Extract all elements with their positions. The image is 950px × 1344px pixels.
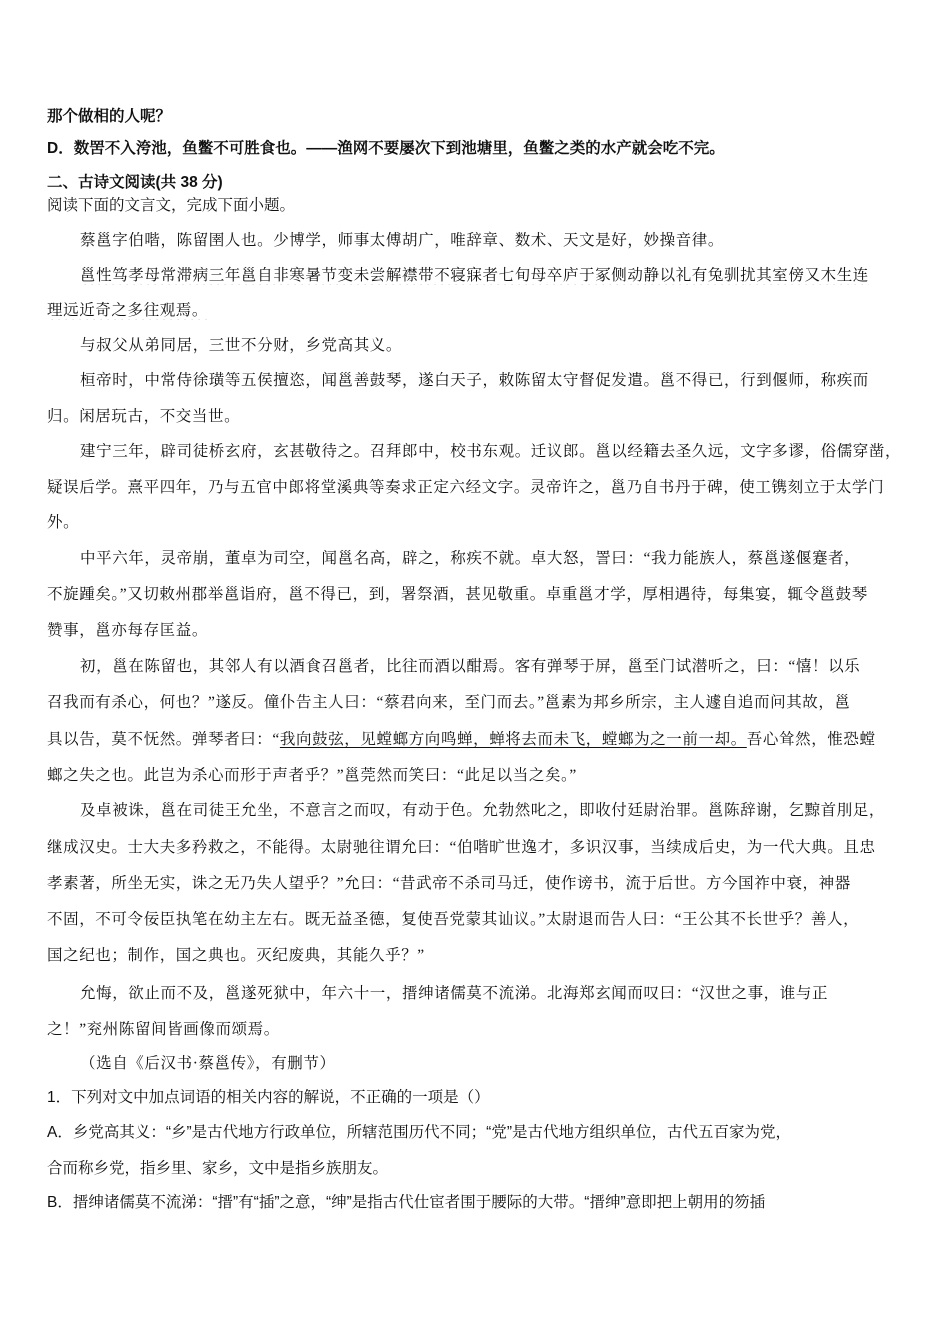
passage-line: 初，邕在陈留也，其邻人有以酒食召邕者，比往而酒以酣焉。客有弹琴于屏，邕至门试潜听之，曰：“憘！以乐 — [80, 658, 861, 675]
passage-text: 吾心耸然，惟恐螳 — [746, 731, 876, 748]
passage-line-wavy-underlined — [47, 298, 907, 320]
question-option-a: A．乡党高其义：“乡”是古代地方行政单位，所辖范围历代不同；“党”是古代地方组织单位，古代五百家为党， — [47, 1124, 791, 1141]
wavy-underlined-text: 理远近奇之多往观焉。 — [47, 302, 209, 319]
section-instruction: 阅读下面的文言文，完成下面小题。 — [47, 197, 296, 214]
question-stem: 1．下列对文中加点词语的相关内容的解说，不正确的一项是（） — [47, 1089, 490, 1106]
passage-line: 孝素著，所坐无实，诛之无乃失人望乎？”允曰：“昔武帝不杀司马迁，使作谤书，流于后世。方今国祚中衰，神器 — [47, 875, 851, 892]
passage-line: 赞事，邕亦每存匡益。 — [47, 622, 209, 639]
passage-line: 与叔父从弟同居，三世不分财，乡党高其义。 — [80, 337, 403, 354]
passage-line: 继成汉史。士大夫多矜救之，不能得。太尉驰往谓允曰：“伯喈旷世逸才，多识汉事，当续成后史，为一代大典。且忠 — [47, 839, 876, 856]
passage-line: 螂之失之也。此岂为杀心而形于声者乎？”邕莞然而笑曰：“此足以当之矣。” — [47, 767, 577, 784]
wavy-underlined-text: 邕性笃孝母常滞病三年邕自非寒暑节变未尝解襟带不寝寐者七旬母卒庐于冢侧动静以礼有兔驯扰其室傍又木生连 — [80, 267, 869, 284]
passage-line: 疑误后学。熹平四年，乃与五官中郎将堂溪典等奏求正定六经文字。灵帝许之，邕乃自书丹于碑，使工镌刻立于太学门 — [47, 479, 885, 496]
question-option-a-continued: 合而称乡党，指乡里、家乡，文中是指乡族朋友。 — [47, 1160, 389, 1177]
passage-line: 桓帝时，中常侍徐璜等五侯擅恣，闻邕善鼓琴，遂白天子，敕陈留太守督促发遣。邕不得已，行到偃师，称疾而 — [80, 372, 869, 389]
passage-line: 中平六年，灵帝崩，董卓为司空，闻邕名高，辟之，称疾不就。卓大怒，詈曰：“我力能族人，蔡邕遂偃蹇者， — [80, 550, 861, 567]
passage-source: （选自《后汉书·蔡邕传》，有删节） — [80, 1055, 336, 1072]
passage-line-with-underline — [47, 727, 907, 749]
passage-line: 不固，不可令佞臣执笔在幼主左右。既无益圣德，复使吾党蒙其讪议。”太尉退而告人曰：“王公其不长世乎？善人， — [47, 911, 860, 928]
passage-line: 不旋踵矣。”又切敕州郡举邕诣府，邕不得已，到，署祭酒，甚见敬重。卓重邕才学，厚相遇待，每集宴，辄令邕鼓琴 — [47, 586, 868, 603]
passage-line: 允悔，欲止而不及，邕遂死狱中，年六十一，搢绅诸儒莫不流涕。北海郑玄闻而叹曰：“汉世之事，谁与正 — [80, 985, 829, 1002]
passage-line: 国之纪也；制作，国之典也。灭纪废典，其能久乎？” — [47, 947, 425, 964]
passage-line: 及卓被诛，邕在司徒王允坐，不意言之而叹，有动于色。允勃然叱之，即收付廷尉治罪。邕陈辞谢，乞黥首刖足， — [80, 802, 886, 819]
passage-line: 蔡邕字伯喈，陈留圉人也。少博学，师事太傅胡广，唯辞章、数术、天文是好，妙操音律。 — [80, 232, 725, 249]
passage-line: 建宁三年，辟司徒桥玄府，玄甚敬待之。召拜郎中，校书东观。迁议郎。邕以经籍去圣久远，文字多谬，俗儒穿凿， — [80, 443, 902, 460]
passage-line: 之！”兖州陈留间皆画像而颂焉。 — [47, 1021, 280, 1038]
question-option-b: B．搢绅诸儒莫不流涕：“搢”有“插”之意，“绅”是指古代仕宦者围于腰际的大带。“搢绅”意即把上朝用的笏插 — [47, 1194, 766, 1211]
previous-option-d: D．数罟不入洿池，鱼鳖不可胜食也。——渔网不要屡次下到池塘里，鱼鳖之类的水产就会吃不完。 — [47, 140, 725, 157]
passage-line-wavy-underlined — [80, 263, 907, 285]
underlined-sentence: 我向鼓弦，见螳螂方向鸣蝉，蝉将去而未飞，螳螂为之一前一却。 — [279, 731, 747, 748]
previous-question-tail: 那个做相的人呢？ — [47, 108, 172, 125]
passage-line: 召我而有杀心，何也？”遂反。僮仆告主人曰：“蔡君向来，至门而去。”邕素为邦乡所宗，主人遽自追而问其故，邕 — [47, 694, 851, 711]
passage-line: 归。闲居玩古，不交当世。 — [47, 408, 241, 425]
section-heading: 二、古诗文阅读(共 38 分) — [47, 174, 223, 191]
passage-line: 外。 — [47, 514, 80, 531]
passage-text: 具以告，莫不怃然。弹琴者曰：“ — [47, 731, 280, 748]
